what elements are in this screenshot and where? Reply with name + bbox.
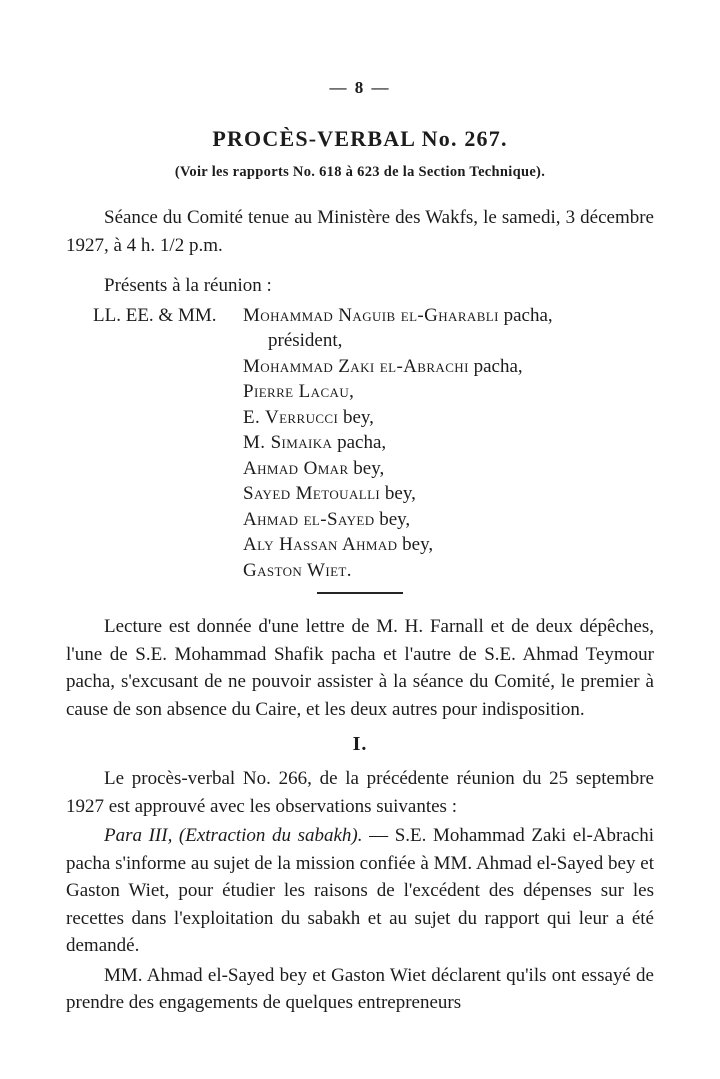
paragraph-mm-declare: MM. Ahmad el-Sayed bey et Gaston Wiet déclarent qu'ils ont essayé de prendre des engagements de quelques entrepreneurs xyxy=(66,964,654,1013)
attendee-row xyxy=(243,481,654,507)
attendee-title: , xyxy=(349,381,354,402)
president-line: président, xyxy=(268,330,343,351)
attendee-row xyxy=(243,303,654,329)
attendee-row xyxy=(243,507,654,533)
attendee-row xyxy=(243,379,654,405)
attendees-prefix: LL. EE. & MM. xyxy=(93,304,217,326)
attendee-title: bey, xyxy=(380,483,416,504)
document-subtitle: (Voir les rapports No. 618 à 623 de la Section Technique). xyxy=(174,164,546,180)
attendees-list xyxy=(66,303,654,584)
attendee-title: bey, xyxy=(338,406,374,428)
paragraph-para-iii xyxy=(66,822,654,960)
attendee-row xyxy=(243,430,654,456)
attendee-name: Mohammad Zaki el-Abrachi xyxy=(243,355,469,377)
attendee-name: Ahmad el-Sayed xyxy=(243,508,375,530)
attendee-name: Ahmad Omar xyxy=(243,457,349,479)
para-iii-italic-lead: Para III, (Extraction du sabakh). xyxy=(104,825,363,846)
attendee-title: pacha, xyxy=(468,355,523,377)
attendee-name: E. Verrucci xyxy=(243,406,339,428)
presents-label: Présents à la réunion : xyxy=(104,275,272,296)
attendee-row xyxy=(243,354,654,380)
section-heading-i: I. xyxy=(352,733,368,755)
attendee-title: bey, xyxy=(397,534,434,555)
section-divider-rule xyxy=(317,592,403,594)
attendee-row xyxy=(243,405,654,431)
attendee-title: pacha, xyxy=(498,304,553,326)
attendee-name: Aly Hassan Ahmad xyxy=(243,534,398,555)
attendee-row xyxy=(243,532,654,558)
attendee-name: M. Simaika xyxy=(243,432,333,453)
para-iii-body: — S.E. Mohammad Zaki el-Abrachi pacha s'informe au sujet de la mission confiée à MM. Ahmad el-Sayed bey et Gaston Wiet, pour étudier les raisons de l'excédent des dépenses sur les recettes dans l'exploitation du sabakh et au sujet du rapport qui leur a été demandé. xyxy=(66,825,654,956)
attendee-row xyxy=(243,558,654,584)
paragraph-lecture: Lecture est donnée d'une lettre de M. H. Farnall et de deux dépêches, l'une de S.E. Mohammad Shafik pacha et l'autre de S.E. Ahmad Teymour pacha, s'excusant de ne pouvoir assister à la séance du Comité, le premier à cause de son absence du Caire, et les deux autres pour indisposition. xyxy=(66,616,654,720)
paragraph-pv266: Le procès-verbal No. 266, de la précédente réunion du 25 septembre 1927 est approuvé avec les observations suivantes : xyxy=(66,768,654,817)
page-number: — 8 — xyxy=(329,78,391,97)
attendee-name: Mohammad Naguib el-Gharabli xyxy=(243,304,499,326)
attendee-name: Sayed Metoualli xyxy=(243,483,381,504)
attendee-row xyxy=(243,456,654,482)
attendee-name: Pierre Lacau xyxy=(243,381,350,402)
attendee-title: bey, xyxy=(374,508,411,530)
attendee-name: Gaston Wiet xyxy=(243,559,347,581)
attendee-title: pacha, xyxy=(332,432,387,453)
attendee-title: . xyxy=(346,559,352,581)
attendee-title: bey, xyxy=(348,457,385,479)
paragraph-seance: Séance du Comité tenue au Ministère des Wakfs, le samedi, 3 décembre 1927, à 4 h. 1/2 p.m. xyxy=(66,207,654,256)
document-title: PROCÈS-VERBAL No. 267. xyxy=(212,126,508,151)
